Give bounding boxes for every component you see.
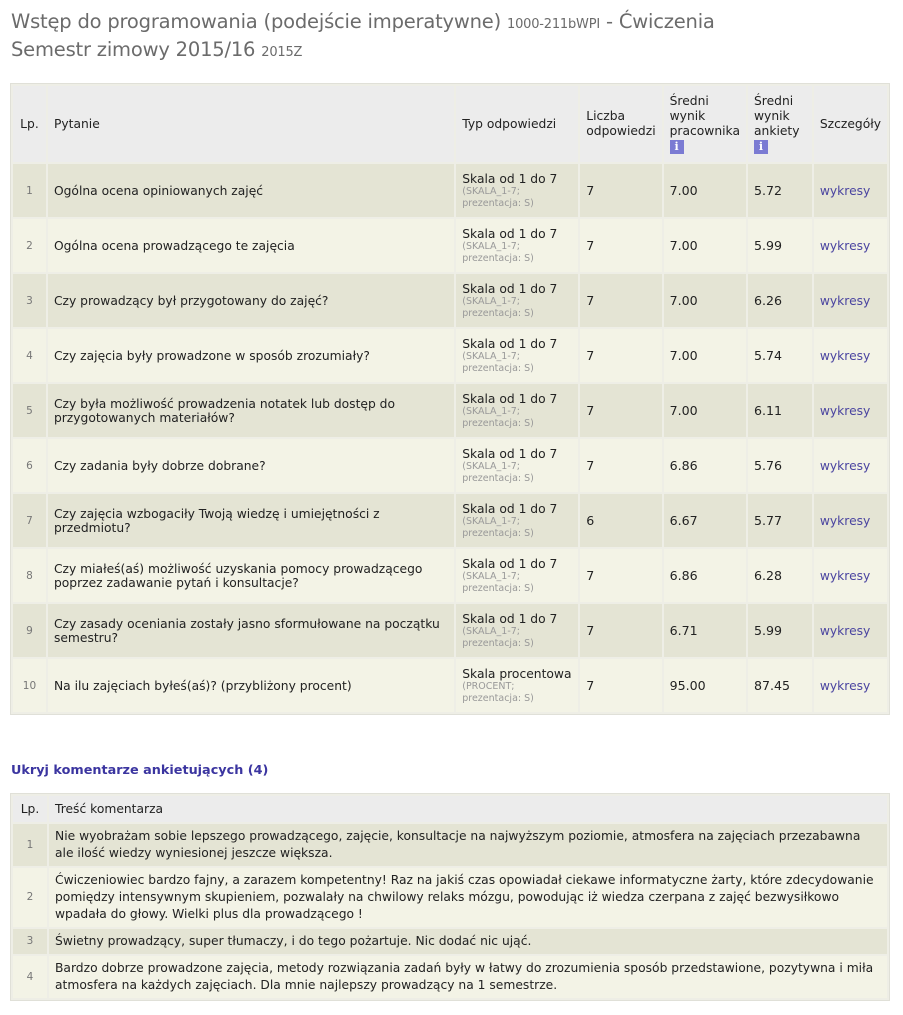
table-row	[13, 659, 887, 712]
row-type-presentation: prezentacja: S)	[462, 692, 534, 704]
course-code: 1000-211bWPI	[507, 17, 600, 32]
row-type-presentation: prezentacja: S)	[462, 252, 534, 264]
row-type-presentation: prezentacja: S)	[462, 197, 534, 209]
row-question: Czy prowadzący był przygotowany do zajęć?	[48, 274, 454, 327]
row-details	[814, 494, 887, 547]
row-staff-avg: 6.86	[664, 439, 746, 492]
row-staff-avg: 6.86	[664, 549, 746, 602]
course-name: Wstęp do programowania (podejście imperatywne)	[11, 10, 502, 33]
row-lp: 7	[13, 494, 46, 547]
row-type-code: (SKALA_1-7;	[462, 405, 521, 417]
table-header-row	[13, 86, 887, 162]
row-details	[814, 439, 887, 492]
row-type-label: Skala od 1 do 7	[462, 226, 558, 241]
row-staff-avg: 7.00	[664, 384, 746, 437]
comment-lp: 3	[13, 929, 47, 954]
row-type-presentation: prezentacja: S)	[462, 307, 534, 319]
row-type	[456, 439, 578, 492]
charts-link[interactable]: wykresy	[819, 678, 871, 693]
row-question: Czy zasady oceniania zostały jasno sformułowane na początku semestru?	[48, 604, 454, 657]
row-question: Czy zadania były dobrze dobrane?	[48, 439, 454, 492]
comment-row	[13, 956, 887, 998]
row-count: 7	[580, 384, 661, 437]
col-question: Pytanie	[48, 86, 454, 162]
row-type	[456, 219, 578, 272]
row-survey-avg: 5.99	[748, 219, 812, 272]
row-type-code: (SKALA_1-7;	[462, 295, 521, 307]
row-count: 7	[580, 604, 661, 657]
row-survey-avg: 6.26	[748, 274, 812, 327]
charts-link[interactable]: wykresy	[819, 348, 871, 363]
comment-text: Nie wyobrażam sobie lepszego prowadzącego, zajęcie, konsultacje na najwyższym poziomie, atmosfera na zajęciach przezabawna ale ilość wiedzy wyniesionej jeszcze większa.	[49, 824, 887, 866]
row-count: 7	[580, 549, 661, 602]
info-icon[interactable]: i	[670, 140, 684, 154]
row-type-label: Skala od 1 do 7	[462, 501, 558, 516]
row-survey-avg: 5.72	[748, 164, 812, 217]
row-lp: 2	[13, 219, 46, 272]
row-type-presentation: prezentacja: S)	[462, 527, 534, 539]
row-details	[814, 219, 887, 272]
comment-text: Świetny prowadzący, super tłumaczy, i do tego pożartuje. Nic dodać nic ująć.	[49, 929, 887, 954]
row-type-presentation: prezentacja: S)	[462, 417, 534, 429]
semester: Semestr zimowy 2015/16	[11, 38, 256, 61]
row-lp: 8	[13, 549, 46, 602]
table-row	[13, 219, 887, 272]
row-question: Czy zajęcia wzbogaciły Twoją wiedzę i umiejętności z przedmiotu?	[48, 494, 454, 547]
row-details	[814, 329, 887, 382]
charts-link[interactable]: wykresy	[819, 293, 871, 308]
comment-lp: 1	[13, 824, 47, 866]
row-type-label: Skala od 1 do 7	[462, 391, 558, 406]
comment-row	[13, 824, 887, 866]
col-details: Szczegóły	[814, 86, 887, 162]
row-type	[456, 549, 578, 602]
row-type-label: Skala procentowa	[462, 666, 572, 681]
comment-lp: 4	[13, 956, 47, 998]
row-survey-avg: 6.28	[748, 549, 812, 602]
row-type	[456, 659, 578, 712]
col-staff-avg: Średni wynik pracownika i	[664, 86, 746, 162]
row-type-code: (SKALA_1-7;	[462, 240, 521, 252]
table-row	[13, 549, 887, 602]
row-count: 6	[580, 494, 661, 547]
info-icon[interactable]: i	[754, 140, 768, 154]
charts-link[interactable]: wykresy	[819, 183, 871, 198]
row-staff-avg: 6.71	[664, 604, 746, 657]
row-type-code: (SKALA_1-7;	[462, 570, 521, 582]
row-count: 7	[580, 439, 661, 492]
survey-results-table	[10, 83, 890, 715]
row-type-label: Skala od 1 do 7	[462, 556, 558, 571]
comment-text: Ćwiczeniowiec bardzo fajny, a zarazem kompetentny! Raz na jakiś czas opowiadał ciekawe informatyczne żarty, które zdecydowanie pomiędzy intensywnym skupieniem, pozwalały na chwilowy relaks mózgu, powodując iż wiedza czerpana z zajęć bezwysiłkowo wpadała do głowy. Wielki plus dla prowadzącego !	[49, 868, 887, 927]
row-question: Na ilu zajęciach byłeś(aś)? (przybliżony procent)	[48, 659, 454, 712]
row-count: 7	[580, 274, 661, 327]
row-type-presentation: prezentacja: S)	[462, 472, 534, 484]
comments-table	[10, 793, 890, 1001]
table-row	[13, 604, 887, 657]
row-question: Czy była możliwość prowadzenia notatek lub dostęp do przygotowanych materiałów?	[48, 384, 454, 437]
comment-row	[13, 868, 887, 927]
row-type	[456, 329, 578, 382]
table-row	[13, 274, 887, 327]
row-staff-avg: 7.00	[664, 219, 746, 272]
row-survey-avg: 5.99	[748, 604, 812, 657]
table-row	[13, 439, 887, 492]
table-row	[13, 384, 887, 437]
row-type-code: (SKALA_1-7;	[462, 460, 521, 472]
row-staff-avg: 6.67	[664, 494, 746, 547]
row-type-code: (SKALA_1-7;	[462, 185, 521, 197]
row-details	[814, 659, 887, 712]
row-details	[814, 549, 887, 602]
row-count: 7	[580, 329, 661, 382]
comment-lp: 2	[13, 868, 47, 927]
row-count: 7	[580, 219, 661, 272]
col-lp: Lp.	[13, 86, 46, 162]
row-staff-avg: 7.00	[664, 329, 746, 382]
row-type-label: Skala od 1 do 7	[462, 336, 558, 351]
row-survey-avg: 87.45	[748, 659, 812, 712]
row-question: Czy zajęcia były prowadzone w sposób zrozumiały?	[48, 329, 454, 382]
row-survey-avg: 5.77	[748, 494, 812, 547]
col-survey-avg: Średni wynik ankiety i	[748, 86, 812, 162]
row-lp: 3	[13, 274, 46, 327]
row-type-code: (SKALA_1-7;	[462, 625, 521, 637]
row-details	[814, 274, 887, 327]
table-row	[13, 329, 887, 382]
row-lp: 1	[13, 164, 46, 217]
row-count: 7	[580, 659, 661, 712]
row-type-presentation: prezentacja: S)	[462, 637, 534, 649]
row-lp: 6	[13, 439, 46, 492]
row-staff-avg: 95.00	[664, 659, 746, 712]
table-row	[13, 164, 887, 217]
row-type	[456, 384, 578, 437]
row-question: Czy miałeś(aś) możliwość uzyskania pomocy prowadzącego poprzez zadawanie pytań i konsultacje?	[48, 549, 454, 602]
row-type	[456, 604, 578, 657]
col-comment-content: Treść komentarza	[49, 796, 887, 822]
comments-header-row	[13, 796, 887, 822]
charts-link[interactable]: wykresy	[819, 238, 871, 253]
class-type: - Ćwiczenia	[605, 10, 715, 33]
row-survey-avg: 6.11	[748, 384, 812, 437]
row-survey-avg: 5.76	[748, 439, 812, 492]
row-type-label: Skala od 1 do 7	[462, 171, 558, 186]
row-type-code: (SKALA_1-7;	[462, 350, 521, 362]
charts-link[interactable]: wykresy	[819, 403, 871, 418]
col-type: Typ odpowiedzi	[456, 86, 578, 162]
row-type-presentation: prezentacja: S)	[462, 582, 534, 594]
row-type-code: (PROCENT;	[462, 680, 515, 692]
row-type	[456, 164, 578, 217]
comment-row	[13, 929, 887, 954]
col-count: Liczba odpowiedzi	[580, 86, 661, 162]
row-survey-avg: 5.74	[748, 329, 812, 382]
row-type-label: Skala od 1 do 7	[462, 281, 558, 296]
hide-comments-link[interactable]: Ukryj komentarze ankietujących (4)	[11, 763, 269, 778]
charts-link[interactable]: wykresy	[819, 623, 871, 638]
row-staff-avg: 7.00	[664, 274, 746, 327]
row-staff-avg: 7.00	[664, 164, 746, 217]
row-type-presentation: prezentacja: S)	[462, 362, 534, 374]
charts-link[interactable]: wykresy	[819, 458, 871, 473]
row-count: 7	[580, 164, 661, 217]
row-question: Ogólna ocena prowadzącego te zajęcia	[48, 219, 454, 272]
row-type-label: Skala od 1 do 7	[462, 446, 558, 461]
table-row	[13, 494, 887, 547]
row-lp: 9	[13, 604, 46, 657]
row-type	[456, 274, 578, 327]
charts-link[interactable]: wykresy	[819, 513, 871, 528]
row-question: Ogólna ocena opiniowanych zajęć	[48, 164, 454, 217]
col-comment-lp: Lp.	[13, 796, 47, 822]
row-details	[814, 164, 887, 217]
charts-link[interactable]: wykresy	[819, 568, 871, 583]
semester-code: 2015Z	[261, 45, 303, 60]
row-lp: 5	[13, 384, 46, 437]
row-details	[814, 384, 887, 437]
page-title	[11, 9, 892, 65]
row-type	[456, 494, 578, 547]
comment-text: Bardzo dobrze prowadzone zajęcia, metody rozwiązania zadań były w łatwy do zrozumienia sposób przedstawione, pozytywna i miła atmosfera na każdych zajęciach. Dla mnie najlepszy prowadzący na 1 semestrze.	[49, 956, 887, 998]
row-lp: 10	[13, 659, 46, 712]
row-type-label: Skala od 1 do 7	[462, 611, 558, 626]
row-lp: 4	[13, 329, 46, 382]
row-details	[814, 604, 887, 657]
row-type-code: (SKALA_1-7;	[462, 515, 521, 527]
